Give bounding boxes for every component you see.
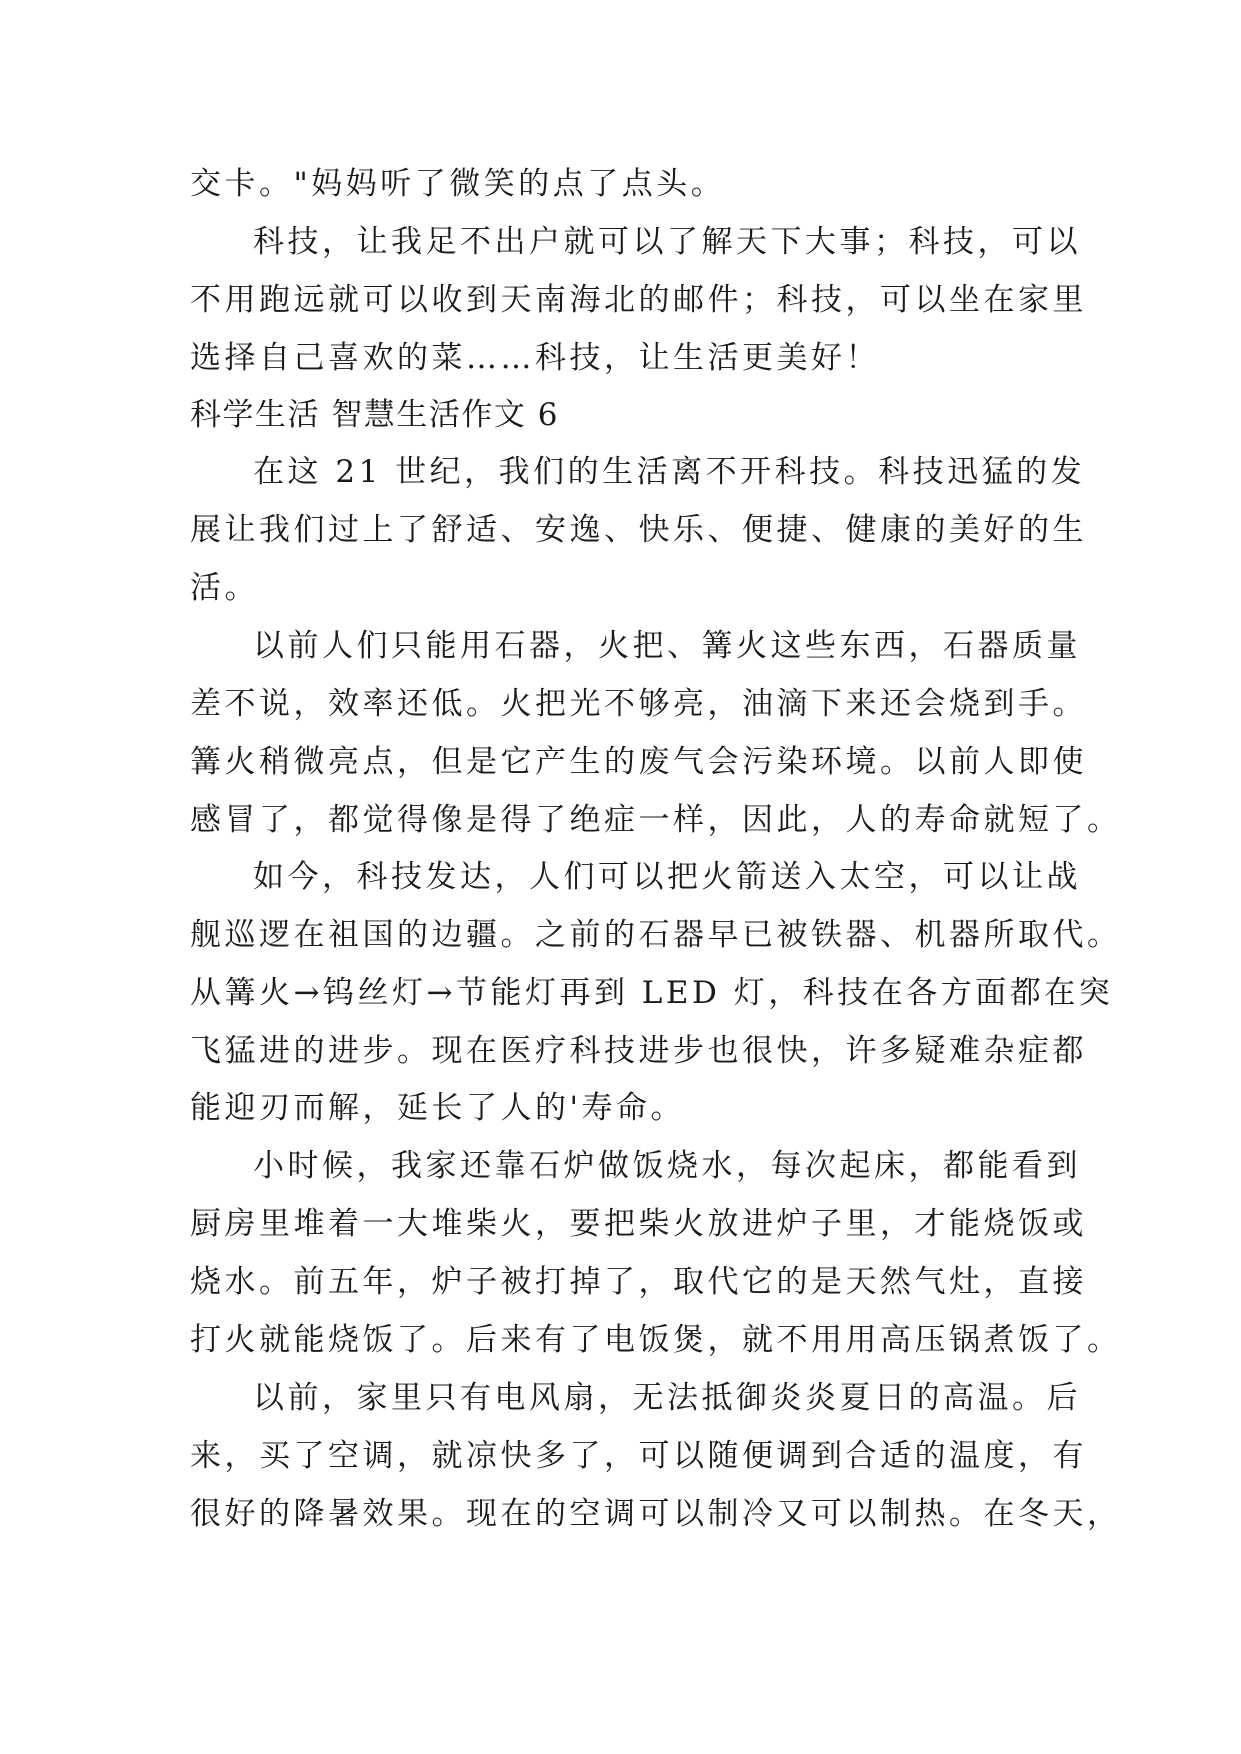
- text-line: 厨房里堆着一大堆柴火，要把柴火放进炉子里，才能烧饭或: [190, 1206, 1087, 1242]
- text-line: 感冒了，都觉得像是得了绝症一样，因此，人的寿命就短了。: [190, 802, 1122, 838]
- text-line: 差不说，效率还低。火把光不够亮，油滴下来还会烧到手。: [190, 686, 1087, 722]
- text-line: 烧水。前五年，炉子被打掉了，取代它的是天然气灶，直接: [190, 1264, 1087, 1300]
- paragraph-first-line: 如今，科技发达，人们可以把火箭送入太空，可以让战: [253, 859, 1081, 895]
- text-line: 很好的降暑效果。现在的空调可以制冷又可以制热。在冬天，: [190, 1496, 1122, 1532]
- text-line: 活。: [190, 570, 259, 606]
- paragraph-first-line: 以前，家里只有电风扇，无法抵御炎炎夏日的高温。后: [253, 1380, 1081, 1416]
- text-line: 篝火稍微亮点，但是它产生的废气会污染环境。以前人即使: [190, 744, 1087, 780]
- text-line: 打火就能烧饭了。后来有了电饭煲，就不用用高压锅煮饭了。: [190, 1322, 1122, 1358]
- section-heading: 科学生活 智慧生活作文 6: [190, 397, 559, 433]
- text-line: 从篝火→钨丝灯→节能灯再到 LED 灯，科技在各方面都在突: [190, 975, 1114, 1011]
- text-line: 能迎刃而解，延长了人的'寿命。: [190, 1090, 686, 1126]
- text-line: 选择自己喜欢的菜……科技，让生活更美好！: [190, 340, 880, 376]
- text-line: 交卡。"妈妈听了微笑的点了点头。: [190, 166, 726, 202]
- paragraph-first-line: 以前人们只能用石器，火把、篝火这些东西，石器质量: [253, 628, 1081, 664]
- paragraph-first-line: 科技，让我足不出户就可以了解天下大事；科技，可以: [253, 224, 1081, 260]
- text-line: 来，买了空调，就凉快多了，可以随便调到合适的温度，有: [190, 1438, 1087, 1474]
- text-line: 飞猛进的进步。现在医疗科技进步也很快，许多疑难杂症都: [190, 1033, 1087, 1069]
- text-line: 不用跑远就可以收到天南海北的邮件；科技，可以坐在家里: [190, 282, 1087, 318]
- text-line: 舰巡逻在祖国的边疆。之前的石器早已被铁器、机器所取代。: [190, 917, 1122, 953]
- paragraph-first-line: 小时候，我家还靠石炉做饭烧水，每次起床，都能看到: [253, 1148, 1081, 1184]
- paragraph-first-line: 在这 21 世纪，我们的生活离不开科技。科技迅猛的发: [253, 454, 1086, 490]
- text-line: 展让我们过上了舒适、安逸、快乐、便捷、健康的美好的生: [190, 512, 1087, 548]
